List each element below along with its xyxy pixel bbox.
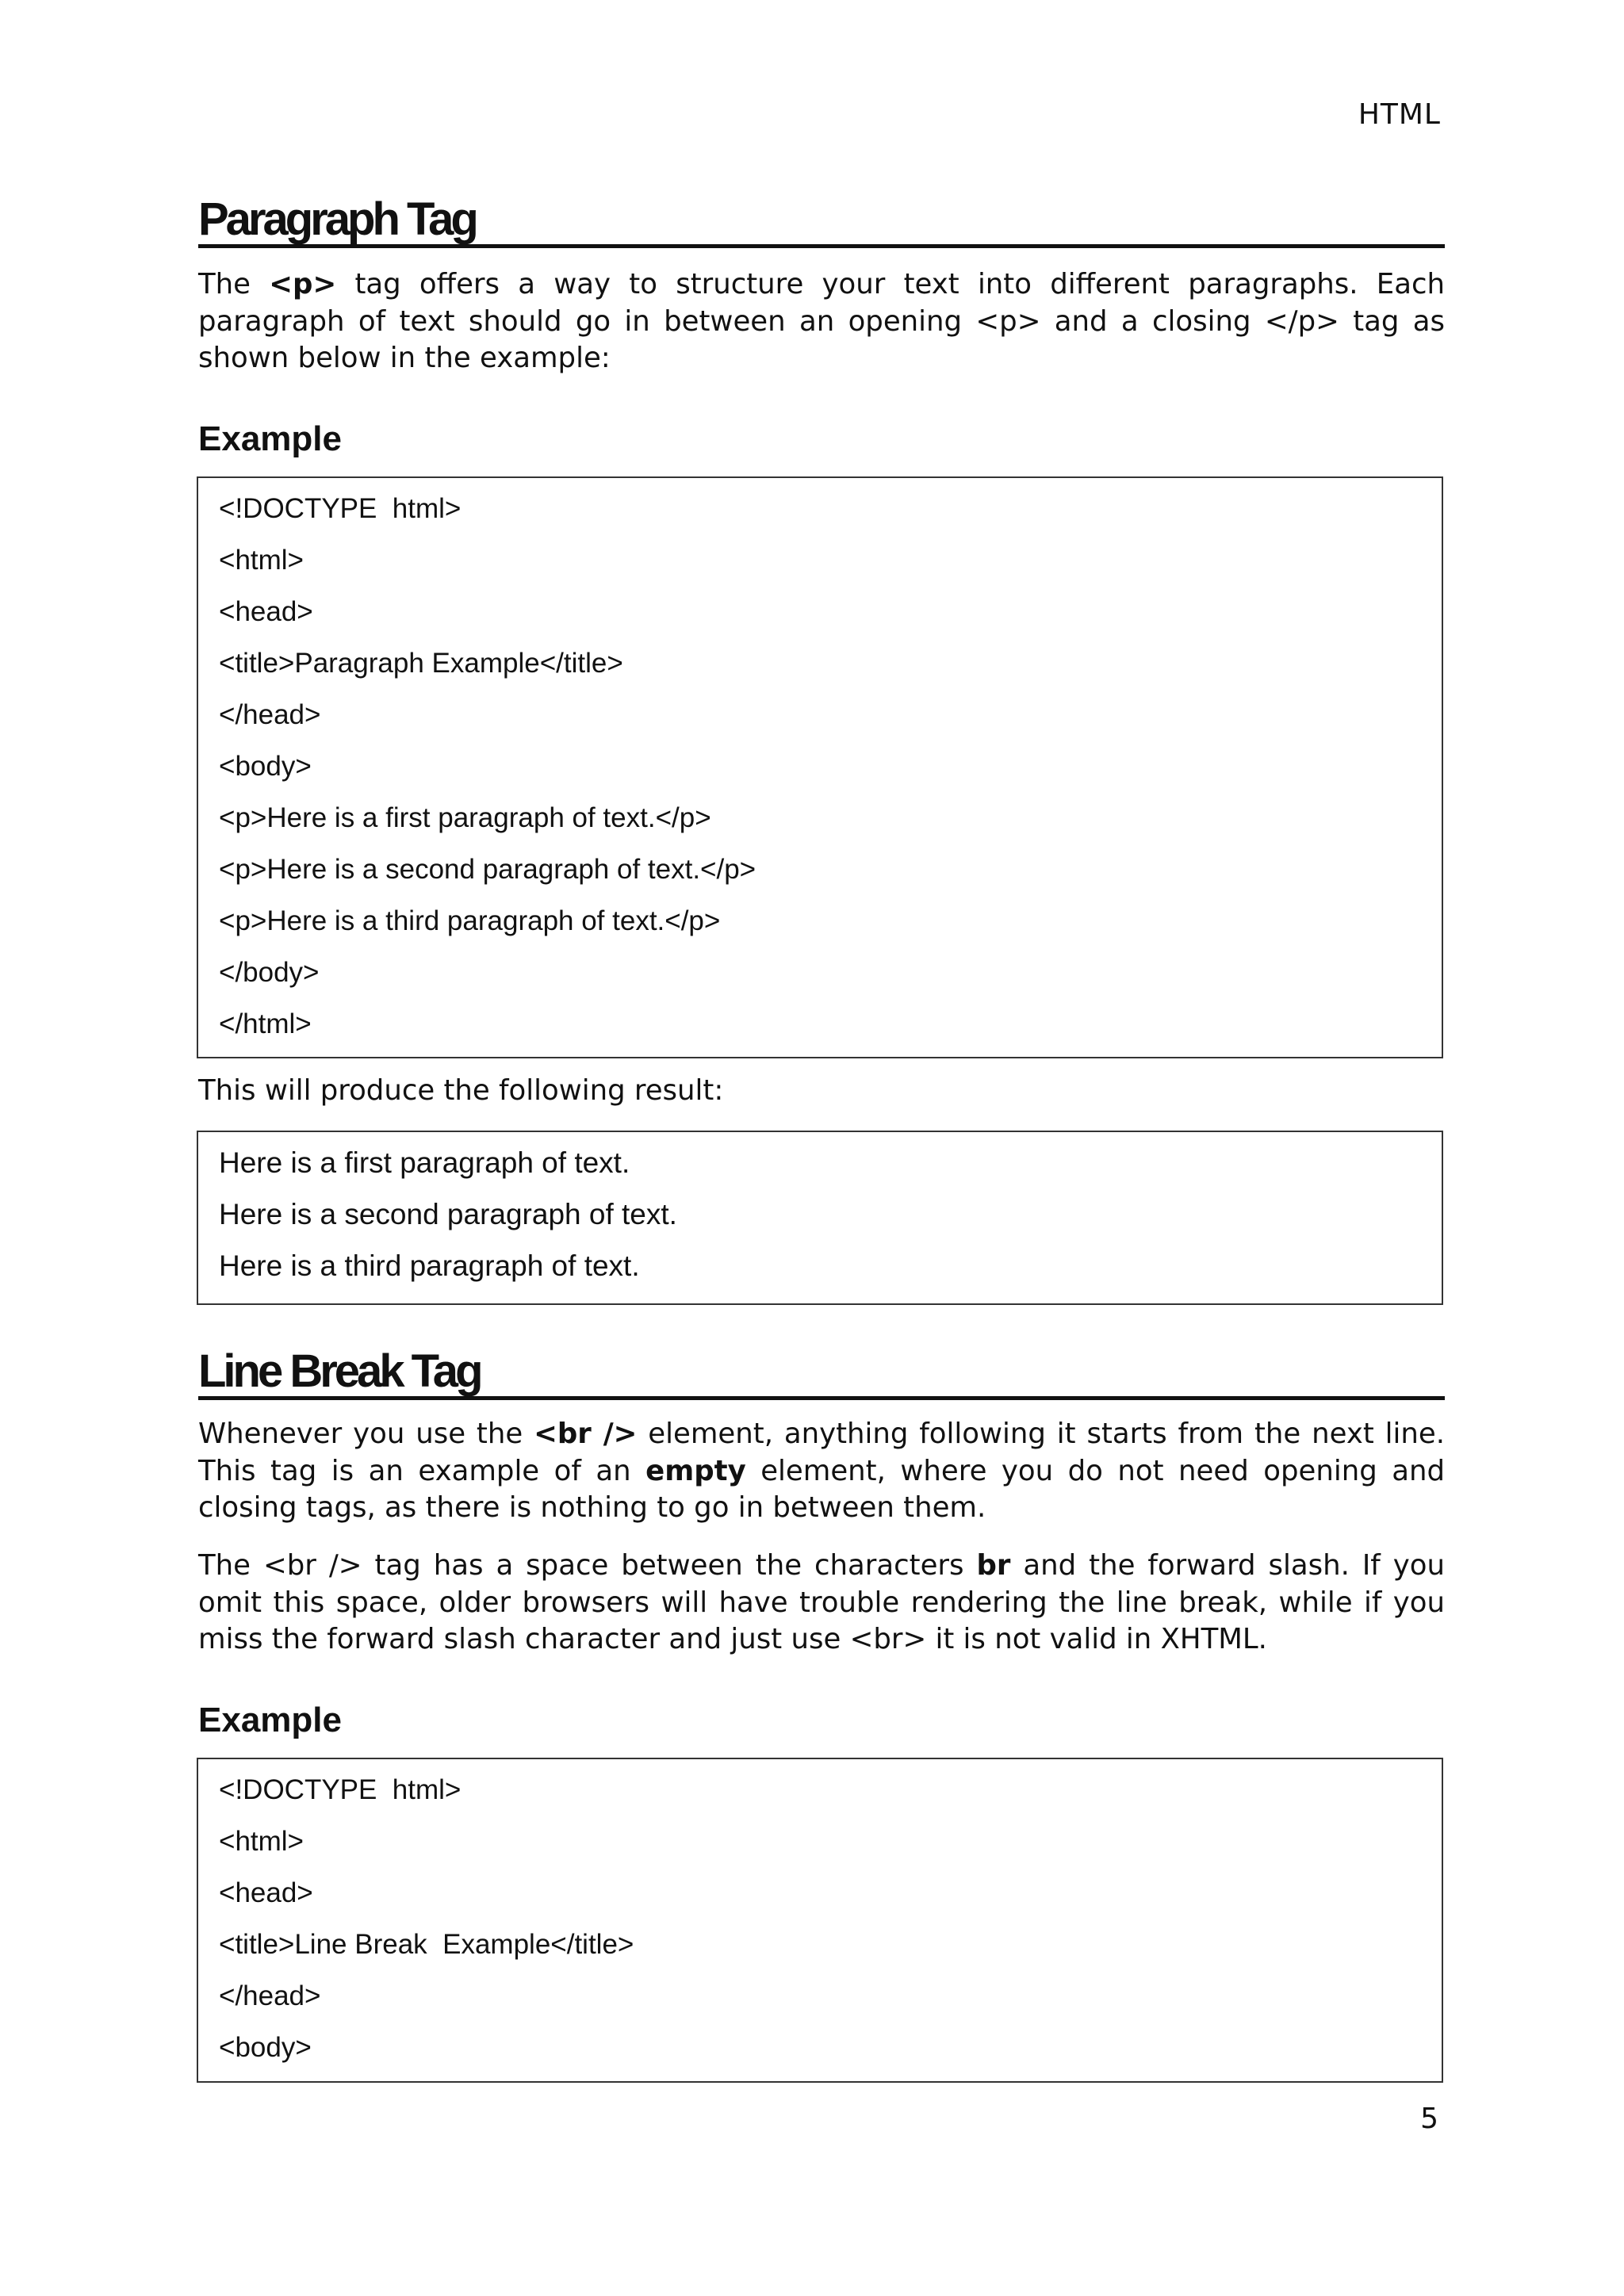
code-line: <head> <box>219 1877 313 1908</box>
code-example-box-1 <box>197 476 1443 1058</box>
example-heading-2: Example <box>198 1701 342 1739</box>
code-line: </body> <box>219 957 320 988</box>
p2-bold-br: br <box>976 1549 1011 1582</box>
intro-text-before: The <box>198 268 270 300</box>
code-line: <!DOCTYPE html> <box>219 493 462 524</box>
code-line: </html> <box>219 1008 312 1039</box>
code-line: <html> <box>219 545 304 576</box>
code-line: <!DOCTYPE html> <box>219 1774 462 1805</box>
line-break-paragraph-2 <box>198 1548 1445 1659</box>
p1-text-after: element, where you do not need opening and closing tags, as there is nothing to go in between them. <box>198 1454 1446 1524</box>
result-intro: This will produce the following result: <box>198 1074 724 1107</box>
section-heading-paragraph-tag: Paragraph Tag <box>198 197 1445 248</box>
code-example-box-2 <box>197 1758 1443 2083</box>
code-line: <title>Line Break Example</title> <box>219 1929 634 1960</box>
code-line: </head> <box>219 699 321 730</box>
result-line: Here is a first paragraph of text. <box>219 1146 630 1179</box>
code-line: <p>Here is a third paragraph of text.</p> <box>219 905 721 936</box>
result-line: Here is a second paragraph of text. <box>219 1198 677 1230</box>
paragraph-tag-intro <box>198 266 1445 377</box>
intro-tag-code: <p> <box>269 268 337 300</box>
code-line: </head> <box>219 1980 321 2011</box>
result-box <box>197 1131 1443 1305</box>
p1-bold-empty: empty <box>645 1454 746 1487</box>
p2-text-after: and the forward slash. If you omit this space, older browsers will have trouble rendering the line break, while if you miss the forward slash character and just use <br> it is not valid in XHTML. <box>198 1549 1446 1655</box>
p2-text-before: The <br /> tag has a space between the characters <box>198 1549 977 1582</box>
code-line: <p>Here is a second paragraph of text.</p> <box>219 854 756 885</box>
section-heading-line-break-tag: Line Break Tag <box>198 1349 1445 1400</box>
result-line: Here is a third paragraph of text. <box>219 1249 640 1282</box>
code-line: <body> <box>219 2032 312 2063</box>
p1-tag-code: <br /> <box>534 1418 638 1450</box>
page-number: 5 <box>1420 2103 1438 2135</box>
p1-text-before: Whenever you use the <box>198 1418 534 1450</box>
intro-text-after: tag offers a way to structure your text into different paragraphs. Each paragraph of text should go in between an opening <p> and a closing </p> tag as shown below in the example: <box>198 268 1446 374</box>
code-line: <html> <box>219 1826 304 1857</box>
code-line: <p>Here is a first paragraph of text.</p> <box>219 802 711 833</box>
page-header: HTML <box>1358 98 1441 131</box>
code-line: <head> <box>219 596 313 627</box>
p1-text-middle: element, anything following it starts from the next line. This tag is an example of an <box>198 1418 1446 1487</box>
code-line: <title>Paragraph Example</title> <box>219 648 623 679</box>
example-heading-1: Example <box>198 419 342 458</box>
code-line: <body> <box>219 751 312 782</box>
line-break-paragraph-1 <box>198 1416 1445 1527</box>
